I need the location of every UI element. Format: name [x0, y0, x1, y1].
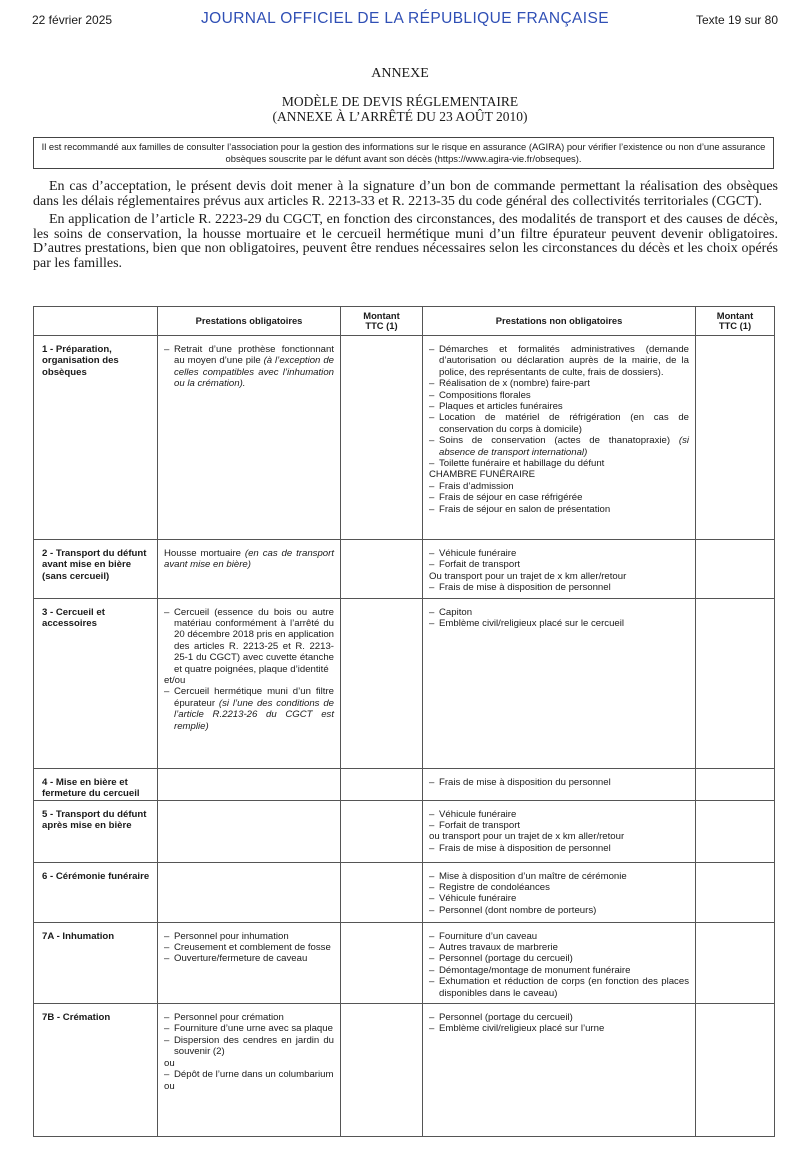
- item-list: [164, 344, 334, 390]
- item-text: Fourniture d’une urne avec sa plaque: [174, 1023, 333, 1035]
- list-item: [429, 435, 689, 458]
- row-label: 7A - Inhumation: [34, 922, 158, 1003]
- list-item: [429, 412, 689, 435]
- item-text: Personnel pour crémation: [174, 1012, 284, 1024]
- list-item: [429, 504, 689, 515]
- header-amount-line1: Montant: [716, 310, 754, 321]
- amount-cell: [341, 922, 423, 1003]
- obligatory-cell: [158, 1004, 341, 1137]
- item-text: Véhicule funéraire: [439, 893, 517, 905]
- item-text: Ou transport pour un trajet de x km aller/retour: [429, 570, 627, 582]
- item-text: Housse mortuaire: [164, 548, 245, 559]
- item-text: Location de matériel de réfrigération (en cas de conservation du corps à domicile): [439, 412, 689, 435]
- item-list: [429, 344, 689, 515]
- table-row: [34, 768, 775, 800]
- list-item: [429, 458, 689, 469]
- list-item: [429, 618, 689, 629]
- table-row: [34, 862, 775, 922]
- item-text: Soins de conservation (actes de thanatopraxie): [439, 435, 679, 447]
- list-item: [429, 843, 689, 854]
- table-row: [34, 800, 775, 862]
- optional-cell: [423, 336, 696, 540]
- item-italic-note: (si l’une des conditions de l’article R.2213-26 du CGCT est remplie): [174, 697, 334, 732]
- amount-cell: [341, 1004, 423, 1137]
- item-text: Frais d’admission: [439, 480, 514, 492]
- model-title-line1: MODÈLE DE DEVIS RÉGLEMENTAIRE: [281, 94, 519, 109]
- amount-cell: [696, 336, 775, 540]
- amount-cell: [341, 598, 423, 768]
- optional-cell: [423, 1004, 696, 1137]
- item-list: [164, 607, 334, 732]
- row-label: 2 - Transport du défunt avant mise en bière (sans cercueil): [34, 540, 158, 599]
- item-text: CHAMBRE FUNÉRAIRE: [429, 469, 536, 481]
- item-text: Compositions florales: [439, 389, 531, 401]
- item-text: Exhumation et réduction de corps (en fonction des places disponibles dans le caveau): [439, 976, 689, 999]
- table-body: [34, 336, 775, 1137]
- amount-cell: [341, 336, 423, 540]
- item-italic-note: (si absence de transport international): [439, 435, 689, 458]
- item-list: [429, 777, 689, 788]
- header-blank: [34, 307, 158, 336]
- item-text: Forfait de transport: [439, 820, 521, 832]
- header-amount-line2: TTC (1): [718, 320, 752, 331]
- item-text: Personnel pour inhumation: [174, 930, 289, 942]
- item-italic-note: (à l’exception de celles compatibles avec l’inhumation ou la crémation).: [174, 355, 334, 390]
- amount-cell: [341, 768, 423, 800]
- agira-notice-box: Il est recommandé aux familles de consulter l’association pour la gestion des informations sur le risque en assurance (AGIRA) pour vérifier l’existence ou non d’une assurance obsèques souscrite par le défunt avant son décès (https://www.agira-vie.fr/obseques).: [33, 137, 774, 169]
- quote-table: [33, 306, 775, 1137]
- item-text: Registre de condoléances: [439, 882, 550, 894]
- table-row: [34, 336, 775, 540]
- amount-cell: [341, 540, 423, 599]
- optional-cell: [423, 540, 696, 599]
- list-item: [429, 378, 689, 389]
- table-row: [34, 540, 775, 599]
- item-list: [429, 607, 689, 630]
- list-item: [164, 1081, 334, 1092]
- obligatory-cell: [158, 862, 341, 922]
- header-amount: [341, 307, 423, 336]
- item-text: Creusement et comblement de fosse: [174, 942, 331, 954]
- journal-title: JOURNAL OFFICIEL DE LA RÉPUBLIQUE FRANÇAISE: [201, 10, 609, 27]
- amount-cell: [696, 768, 775, 800]
- item-text: Retrait d’une prothèse fonctionnant au moyen d’une pile: [174, 344, 334, 367]
- item-text: et/ou: [164, 675, 186, 687]
- list-item: [429, 931, 689, 942]
- item-text: Cercueil hermétique muni d’un filtre épurateur: [174, 686, 334, 709]
- amount-cell: [696, 540, 775, 599]
- paragraph: En application de l’article R. 2223-29 du CGCT, en fonction des circonstances, des modalités de transport et des causes de décès, les soins de conservation, la housse mortuaire et le cercueil hermétique muni d’un filtre épurateur peuvent devenir obligatoires. D’autres prestations, bien que non obligatoires, peuvent être rendues nécessaires selon les circonstances du décès et les choix opérés par les familles.: [33, 212, 778, 271]
- item-list: [429, 548, 689, 594]
- list-item: [429, 777, 689, 788]
- header-date: 22 février 2025: [32, 13, 113, 27]
- item-text: Autres travaux de marbrerie: [439, 942, 558, 954]
- row-label: 1 - Préparation, organisation des obsèques: [34, 336, 158, 540]
- list-item: [429, 481, 689, 492]
- intro-text: [33, 180, 778, 276]
- item-text: Ouverture/fermeture de caveau: [174, 953, 308, 965]
- item-text: ou transport pour un trajet de x km aller/retour: [429, 831, 625, 843]
- list-item: [429, 831, 689, 842]
- amount-cell: [341, 800, 423, 862]
- optional-cell: [423, 800, 696, 862]
- optional-cell: [423, 862, 696, 922]
- amount-cell: [696, 862, 775, 922]
- list-item: [429, 548, 689, 559]
- list-item: [164, 1023, 334, 1034]
- running-header: [32, 10, 778, 32]
- list-item: [429, 965, 689, 976]
- item-text: Cercueil (essence du bois ou autre matériau conformément à l’arrêté du 20 décembre 2018 pris en application des articles R. 2213-25 et R. 2213-25-1 du CGCT) avec cuvette étanche et quatre poignées, plaque d’identité: [174, 606, 335, 675]
- list-item: [164, 931, 334, 942]
- annex-title: ANNEXE: [371, 66, 429, 81]
- row-label: 6 - Cérémonie funéraire: [34, 862, 158, 922]
- item-list: [164, 931, 334, 965]
- model-title: [0, 94, 800, 124]
- item-text: Frais de mise à disposition de personnel: [439, 582, 611, 594]
- list-item: [429, 942, 689, 953]
- optional-cell: [423, 768, 696, 800]
- list-item: [429, 1023, 689, 1034]
- table-row: [34, 1004, 775, 1137]
- table-row: [34, 598, 775, 768]
- item-text: Personnel (dont nombre de porteurs): [439, 904, 597, 916]
- item-text: Dispersion des cendres en jardin du souvenir (2): [174, 1034, 334, 1058]
- item-text: Emblème civil/religieux placé sur le cercueil: [439, 618, 625, 630]
- list-item: [429, 871, 689, 882]
- item-text: Démarches et formalités administratives (demande d’autorisation ou déclaration auprès de la mairie, de la police, des représentants de culte, frais de dossiers).: [439, 344, 689, 378]
- item-list: [164, 548, 334, 571]
- obligatory-cell: [158, 768, 341, 800]
- list-item: [429, 492, 689, 503]
- list-item: [164, 686, 334, 732]
- row-label: 5 - Transport du défunt après mise en bière: [34, 800, 158, 862]
- item-text: Réalisation de x (nombre) faire-part: [439, 378, 590, 390]
- item-list: [429, 931, 689, 999]
- item-text: Personnel (portage du cercueil): [439, 1012, 573, 1024]
- list-item: [429, 607, 689, 618]
- obligatory-cell: [158, 598, 341, 768]
- list-item: [164, 548, 334, 571]
- item-text: Mise à disposition d’un maître de cérémonie: [439, 870, 627, 882]
- list-item: [429, 1012, 689, 1023]
- header-amount-line2: TTC (1): [365, 320, 398, 331]
- item-text: Fourniture d’un caveau: [439, 930, 538, 942]
- model-title-line2: (ANNEXE À L’ARRÊTÉ DU 23 AOÛT 2010): [272, 109, 528, 124]
- optional-cell: [423, 922, 696, 1003]
- list-item: [429, 976, 689, 999]
- list-item: [164, 1069, 334, 1080]
- list-item: [429, 571, 689, 582]
- amount-cell: [696, 922, 775, 1003]
- optional-cell: [423, 598, 696, 768]
- amount-cell: [696, 800, 775, 862]
- header-page-number: Texte 19 sur 80: [695, 13, 778, 27]
- item-list: [429, 1012, 689, 1035]
- item-text: Personnel (portage du cercueil): [439, 953, 573, 965]
- list-item: [429, 390, 689, 401]
- list-item: [429, 582, 689, 593]
- item-list: [429, 871, 689, 917]
- table-row: [34, 922, 775, 1003]
- obligatory-cell: [158, 540, 341, 599]
- item-text: Capiton: [439, 606, 473, 618]
- item-text: Frais de séjour en case réfrigérée: [439, 492, 583, 504]
- row-label: 3 - Cercueil et accessoires: [34, 598, 158, 768]
- item-text: Frais de séjour en salon de présentation: [439, 503, 611, 515]
- header-optional: Prestations non obligatoires: [423, 307, 696, 336]
- header-amount-line1: Montant: [363, 310, 400, 321]
- table-header-row: [34, 307, 775, 336]
- list-item: [429, 882, 689, 893]
- list-item: [164, 675, 334, 686]
- obligatory-cell: [158, 922, 341, 1003]
- item-text: Frais de mise à disposition du personnel: [439, 776, 611, 788]
- item-text: Véhicule funéraire: [439, 808, 517, 820]
- obligatory-cell: [158, 800, 341, 862]
- item-list: [429, 809, 689, 855]
- list-item: [429, 344, 689, 378]
- list-item: [429, 905, 689, 916]
- item-list: [164, 1012, 334, 1092]
- list-item: [429, 893, 689, 904]
- list-item: [164, 607, 334, 675]
- item-italic-note: (en cas de transport avant mise en bière): [164, 548, 334, 571]
- list-item: [164, 1035, 334, 1058]
- item-text: Forfait de transport: [439, 559, 521, 571]
- list-item: [429, 953, 689, 964]
- list-item: [164, 942, 334, 953]
- item-text: Emblème civil/religieux placé sur l’urne: [439, 1023, 605, 1035]
- list-item: [164, 953, 334, 964]
- item-text: Plaques et articles funéraires: [439, 401, 563, 413]
- list-item: [429, 820, 689, 831]
- item-text: Dépôt de l’urne dans un columbarium: [174, 1069, 334, 1081]
- row-label: 7B - Crémation: [34, 1004, 158, 1137]
- list-item: [429, 469, 689, 480]
- obligatory-cell: [158, 336, 341, 540]
- amount-cell: [341, 862, 423, 922]
- list-item: [429, 401, 689, 412]
- item-text: Toilette funéraire et habillage du défunt: [439, 458, 605, 470]
- list-item: [164, 1058, 334, 1069]
- list-item: [429, 809, 689, 820]
- amount-cell: [696, 1004, 775, 1137]
- list-item: [164, 1012, 334, 1023]
- paragraph: En cas d’acceptation, le présent devis doit mener à la signature d’un bon de commande permettant la réalisation des obsèques dans les délais réglementaires prévus aux articles R. 2213-33 et R. 2213-35 du code général des collectivités territoriales (CGCT).: [33, 179, 778, 209]
- row-label: 4 - Mise en bière et fermeture du cercueil: [34, 768, 158, 800]
- list-item: [164, 344, 334, 390]
- item-text: Véhicule funéraire: [439, 548, 517, 559]
- header-obligatory: Prestations obligatoires: [158, 307, 341, 336]
- amount-cell: [696, 598, 775, 768]
- item-text: Démontage/montage de monument funéraire: [439, 964, 631, 976]
- item-text: Frais de mise à disposition de personnel: [439, 842, 611, 854]
- item-text: ou: [164, 1080, 175, 1092]
- list-item: [429, 559, 689, 570]
- header-amount: [696, 307, 775, 336]
- item-text: ou: [164, 1057, 175, 1069]
